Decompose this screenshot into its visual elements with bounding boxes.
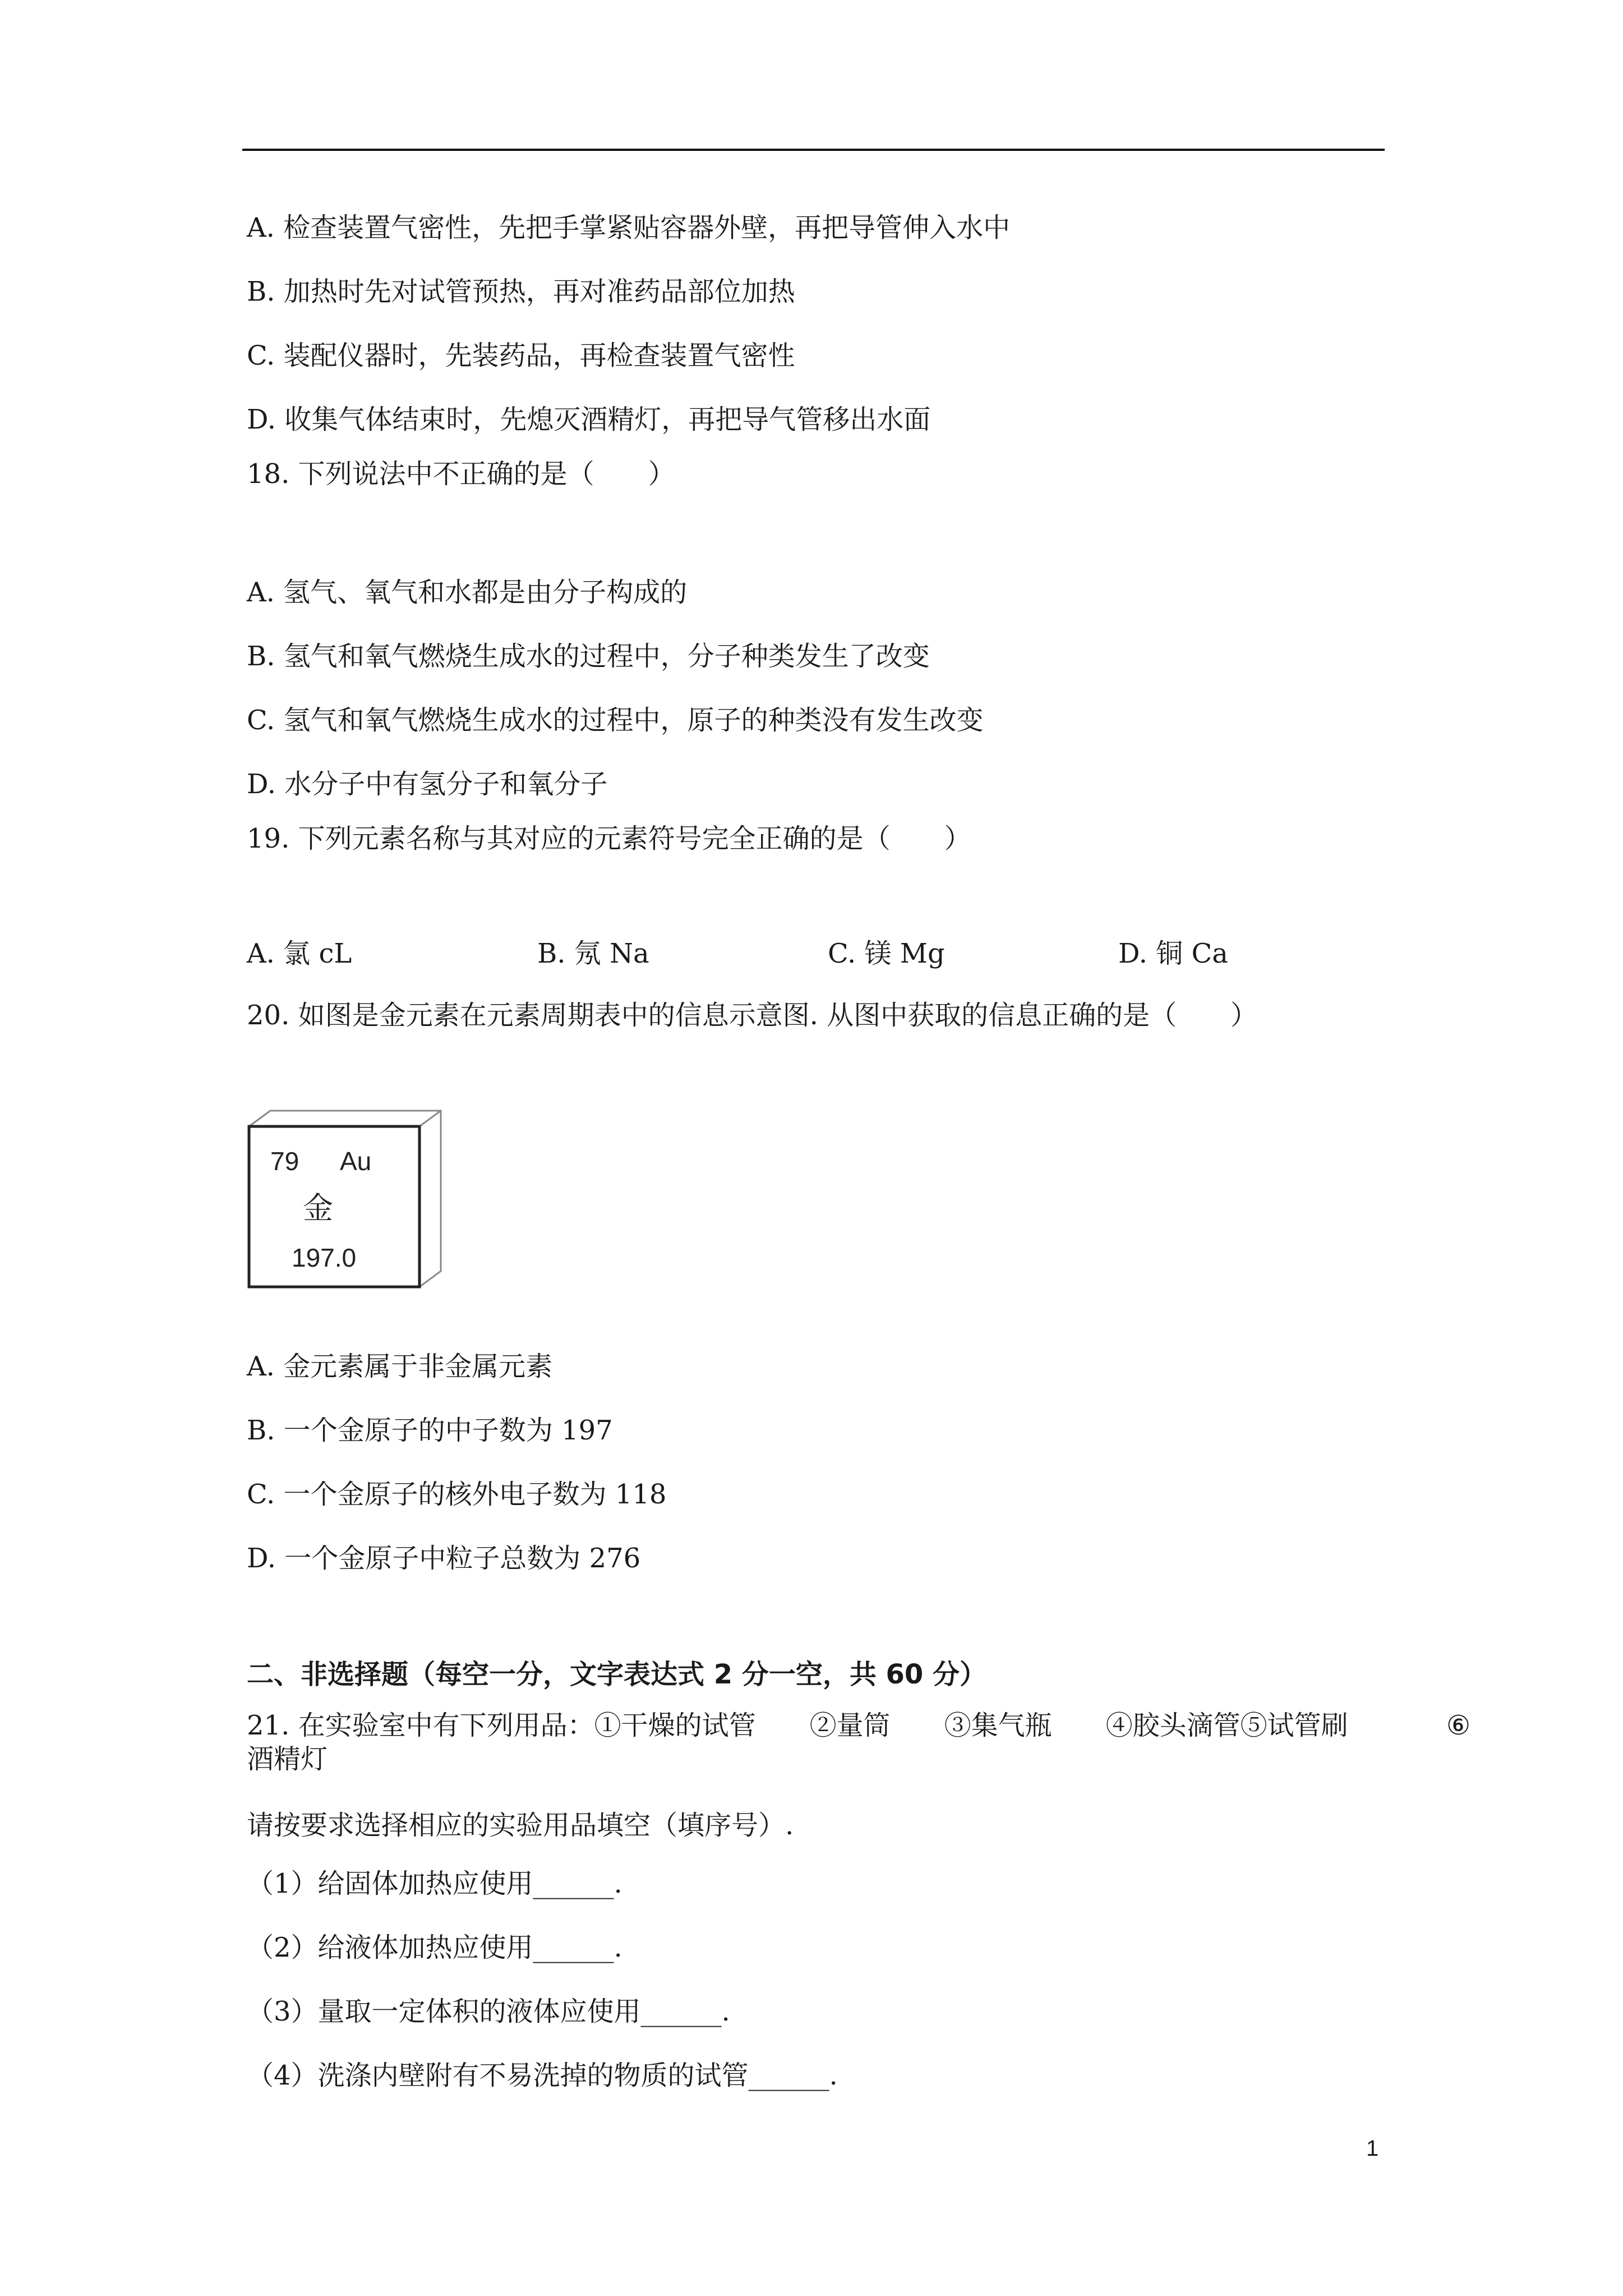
q21-part-3: （3）量取一定体积的液体应使用______.: [247, 1996, 730, 2027]
element-symbol: Au: [340, 1147, 372, 1176]
atomic-number: 79: [270, 1147, 299, 1176]
atomic-mass: 197.0: [292, 1243, 357, 1272]
q17-option-b: B. 加热时先对试管预热，再对准药品部位加热: [247, 276, 795, 307]
q21-stem-line1: 21. 在实验室中有下列用品：①干燥的试管 ②量筒 ③集气瓶 ④胶头滴管⑤试管刷: [247, 1710, 1348, 1741]
q21-stem: [247, 1709, 1469, 1776]
q19-options: [0, 937, 1623, 970]
page-number: 1: [1366, 2136, 1379, 2161]
q21-instruction: 请按要求选择相应的实验用品填空（填序号）.: [247, 1810, 794, 1841]
q20-option-c: C. 一个金原子的核外电子数为 118: [247, 1479, 667, 1510]
q18-option-c: C. 氢气和氧气燃烧生成水的过程中，原子的种类没有发生改变: [247, 705, 984, 736]
q17-option-d: D. 收集气体结束时，先熄灭酒精灯，再把导气管移出水面: [247, 404, 931, 435]
element-name: 金: [303, 1190, 333, 1226]
q19-option-d: D. 铜 Ca: [1118, 938, 1228, 969]
q18-option-b: B. 氢气和氧气燃烧生成水的过程中，分子种类发生了改变: [247, 641, 930, 672]
q21-stem-line1-end: ⑥: [1446, 1710, 1470, 1741]
q20-stem: 20. 如图是金元素在元素周期表中的信息示意图. 从图中获取的信息正确的是（ ）: [247, 1000, 1258, 1031]
q19-option-c: C. 镁 Mg: [828, 938, 945, 969]
q19-stem: 19. 下列元素名称与其对应的元素符号完全正确的是（ ）: [247, 823, 971, 854]
q21-part-2: （2）给液体加热应使用______.: [247, 1932, 623, 1963]
q19-option-a: A. 氯 cL: [247, 938, 352, 969]
section-2-title: 二、非选择题（每空一分，文字表达式 2 分一空，共 60 分）: [247, 1659, 987, 1690]
q17-option-a: A. 检查装置气密性，先把手掌紧贴容器外壁，再把导管伸入水中: [247, 212, 1011, 243]
q18-stem: 18. 下列说法中不正确的是（ ）: [247, 458, 675, 490]
q17-option-c: C. 装配仪器时，先装药品，再检查装置气密性: [247, 340, 795, 371]
q21-stem-line2: 酒精灯: [247, 1743, 328, 1775]
q20-option-b: B. 一个金原子的中子数为 197: [247, 1415, 613, 1446]
q18-option-d: D. 水分子中有氢分子和氧分子: [247, 769, 608, 800]
q21-part-4: （4）洗涤内壁附有不易洗掉的物质的试管______.: [247, 2060, 838, 2091]
q18-option-a: A. 氢气、氧气和水都是由分子构成的: [247, 577, 688, 608]
q20-option-d: D. 一个金原子中粒子总数为 276: [247, 1543, 641, 1574]
q21-part-1: （1）给固体加热应使用______.: [247, 1868, 623, 1899]
q20-option-a: A. 金元素属于非金属元素: [247, 1351, 553, 1382]
q19-option-b: B. 氖 Na: [537, 938, 649, 969]
header-rule: [242, 149, 1385, 151]
gold-element-tile-figure: [246, 1108, 454, 1305]
